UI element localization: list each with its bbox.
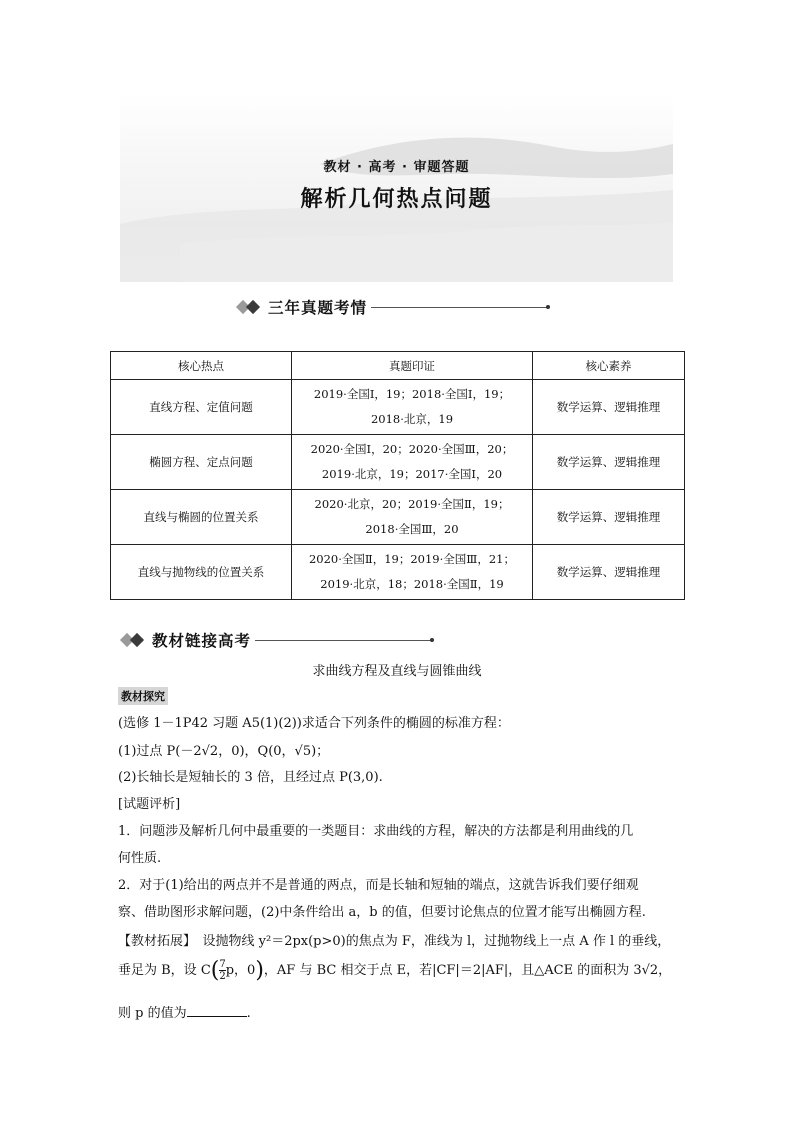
table-header-row [111, 352, 685, 380]
quality-cell: 数学运算、逻辑推理 [533, 490, 685, 545]
section-title-2: 教材链接高考 [152, 632, 252, 650]
section-divider [255, 640, 431, 641]
section-divider [371, 307, 547, 308]
page-title: 解析几何热点问题 [300, 187, 493, 212]
banner-kicker: 教材 · 高考 · 审题答题 [323, 160, 470, 175]
text-line: (2)长轴长是短轴长的 3 倍，且经过点 P(3,0). [118, 770, 383, 785]
table-row [111, 380, 685, 435]
diamond-icon [236, 299, 262, 315]
column-header: 真题印证 [292, 352, 533, 380]
table-row [111, 545, 685, 600]
quality-cell: 数学运算、逻辑推理 [533, 545, 685, 600]
topic-cell: 直线与抛物线的位置关系 [111, 545, 292, 600]
quality-cell: 数学运算、逻辑推理 [533, 380, 685, 435]
diamond-icon [120, 632, 146, 648]
text-line: (选修 1－1P42 习题 A5(1)(2))求适合下列条件的椭圆的标准方程： [118, 716, 510, 731]
section-label: 教材探究 [118, 687, 168, 705]
divider-dot [546, 305, 550, 309]
text-line: 垂足为 B，设 C( $\frac{7}{2}$ p，0)，AF 与 BC 相交于点 E，若|CF|＝2|AF|，且△ACE 的面积为 3√2， [118, 958, 672, 983]
text-line: 何性质. [118, 851, 162, 866]
topic-subtitle: 求曲线方程及直线与圆锥曲线 [312, 664, 482, 679]
topic-cell: 椭圆方程、定点问题 [111, 435, 292, 490]
exam-cell: 2020·全国Ⅰ，20；2020·全国Ⅲ，20； 2019·北京，19；2017·全国Ⅰ，20 [292, 435, 533, 490]
divider-dot [430, 638, 434, 642]
section-title-1: 三年真题考情 [268, 299, 368, 317]
answer-blank [187, 1004, 247, 1017]
text-line: (1)过点 P(－2√2，0)，Q(0，√5)； [118, 744, 330, 759]
text-line: [试题评析] [118, 797, 181, 812]
header-banner [120, 94, 673, 282]
fraction: $\frac{7}{2}$ [219, 959, 226, 982]
section-header-2 [120, 629, 434, 651]
topic-cell: 直线方程、定值问题 [111, 380, 292, 435]
table-row [111, 490, 685, 545]
text-line: 2．对于(1)给出的两点并不是普通的两点，而是长轴和短轴的端点，这就告诉我们要仔细观 [118, 878, 639, 893]
column-header: 核心素养 [533, 352, 685, 380]
quality-cell: 数学运算、逻辑推理 [533, 435, 685, 490]
text-line: 1．问题涉及解析几何中最重要的一类题目：求曲线的方程，解决的方法都是利用曲线的几 [118, 824, 634, 839]
topic-cell: 直线与椭圆的位置关系 [111, 490, 292, 545]
table-row [111, 435, 685, 490]
exam-cell: 2019·全国Ⅰ，19；2018·全国Ⅰ，19； 2018·北京，19 [292, 380, 533, 435]
hot-topics-table [110, 351, 685, 600]
section-header-1 [236, 296, 550, 318]
text-line: 【教材拓展】 设抛物线 y²＝2px(p>0)的焦点为 F，准线为 l，过抛物线上一点 A 作 l 的垂线， [118, 934, 671, 949]
exam-cell: 2020·全国Ⅱ，19；2019·全国Ⅲ，21； 2019·北京，18；2018·全国Ⅱ，19 [292, 545, 533, 600]
column-header: 核心热点 [111, 352, 292, 380]
text-line: 则 p 的值为 . [118, 1006, 251, 1021]
text-line: 察、借助图形求解问题，(2)中条件给出 a，b 的值，但要讨论焦点的位置才能写出椭圆方程. [118, 905, 646, 920]
exam-cell: 2020·北京，20；2019·全国Ⅱ，19； 2018·全国Ⅲ，20 [292, 490, 533, 545]
